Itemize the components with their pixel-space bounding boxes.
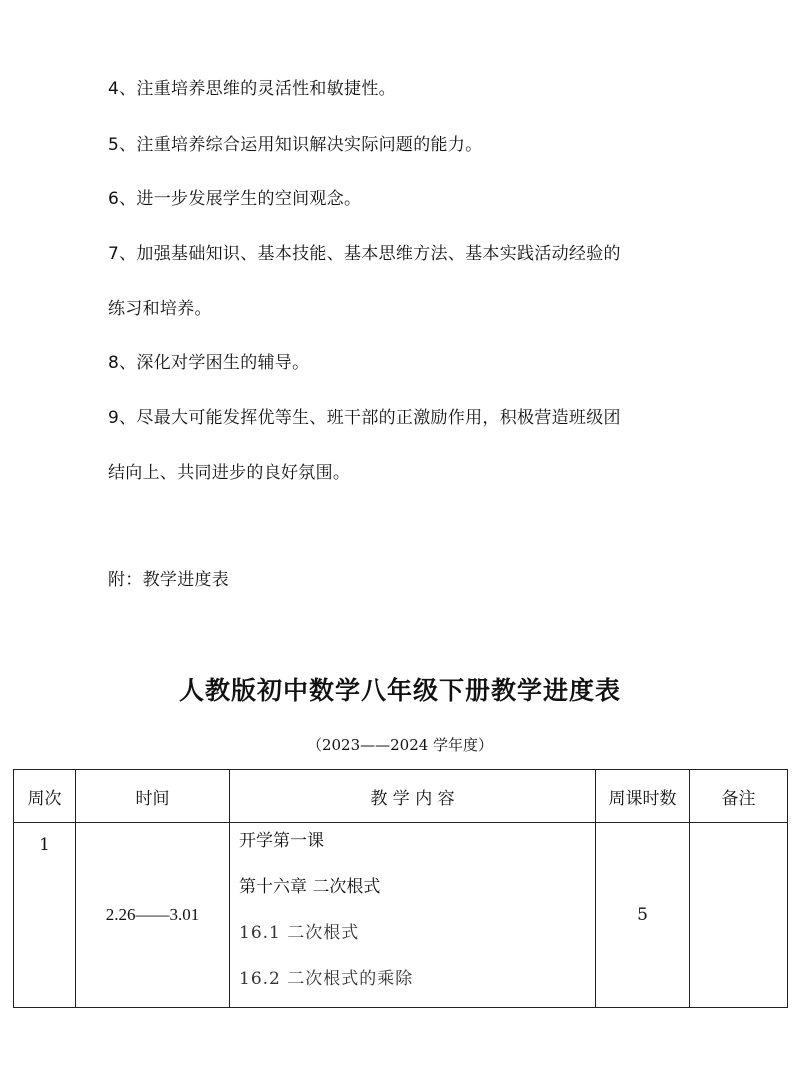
content-line: 16.1 二次根式	[239, 923, 360, 943]
item-5: 5、注重培养综合运用知识解决实际问题的能力。	[108, 135, 483, 155]
content-line: 开学第一课	[239, 831, 324, 851]
schedule-title: 人教版初中数学八年级下册教学进度表	[178, 676, 621, 705]
content-line: 16.2 二次根式的乘除	[239, 969, 414, 989]
cell-notes	[690, 823, 788, 1008]
item-7-line-1: 7、加强基础知识、基本技能、基本思维方法、基本实践活动经验的	[108, 244, 621, 264]
cell-week: 1	[14, 823, 76, 1008]
header-notes: 备注	[690, 770, 788, 823]
cell-time: 2.26——3.01	[76, 823, 230, 1008]
header-time: 时间	[76, 770, 230, 823]
schedule-table	[13, 769, 788, 1008]
header-hours: 周课时数	[596, 770, 690, 823]
item-9-line-1: 9、尽最大可能发挥优等生、班干部的正激励作用，积极营造班级团	[108, 408, 621, 428]
item-4: 4、注重培养思维的灵活性和敏捷性。	[108, 79, 396, 99]
header-week: 周次	[14, 770, 76, 823]
cell-hours: 5	[596, 823, 690, 1008]
item-8: 8、深化对学困生的辅导。	[108, 353, 310, 373]
appendix-label: 附：教学进度表	[108, 570, 230, 590]
table-row	[14, 823, 788, 1008]
item-6: 6、进一步发展学生的空间观念。	[108, 189, 362, 209]
table-header-row	[14, 770, 788, 823]
item-9-line-2: 结向上、共同进步的良好氛围。	[108, 463, 351, 483]
cell-content	[230, 823, 596, 1008]
header-content: 教 学 内 容	[230, 770, 596, 823]
item-7-line-2: 练习和培养。	[108, 299, 212, 319]
content-line: 第十六章 二次根式	[239, 877, 381, 897]
schedule-subtitle: （2023——2024 学年度）	[306, 736, 494, 754]
